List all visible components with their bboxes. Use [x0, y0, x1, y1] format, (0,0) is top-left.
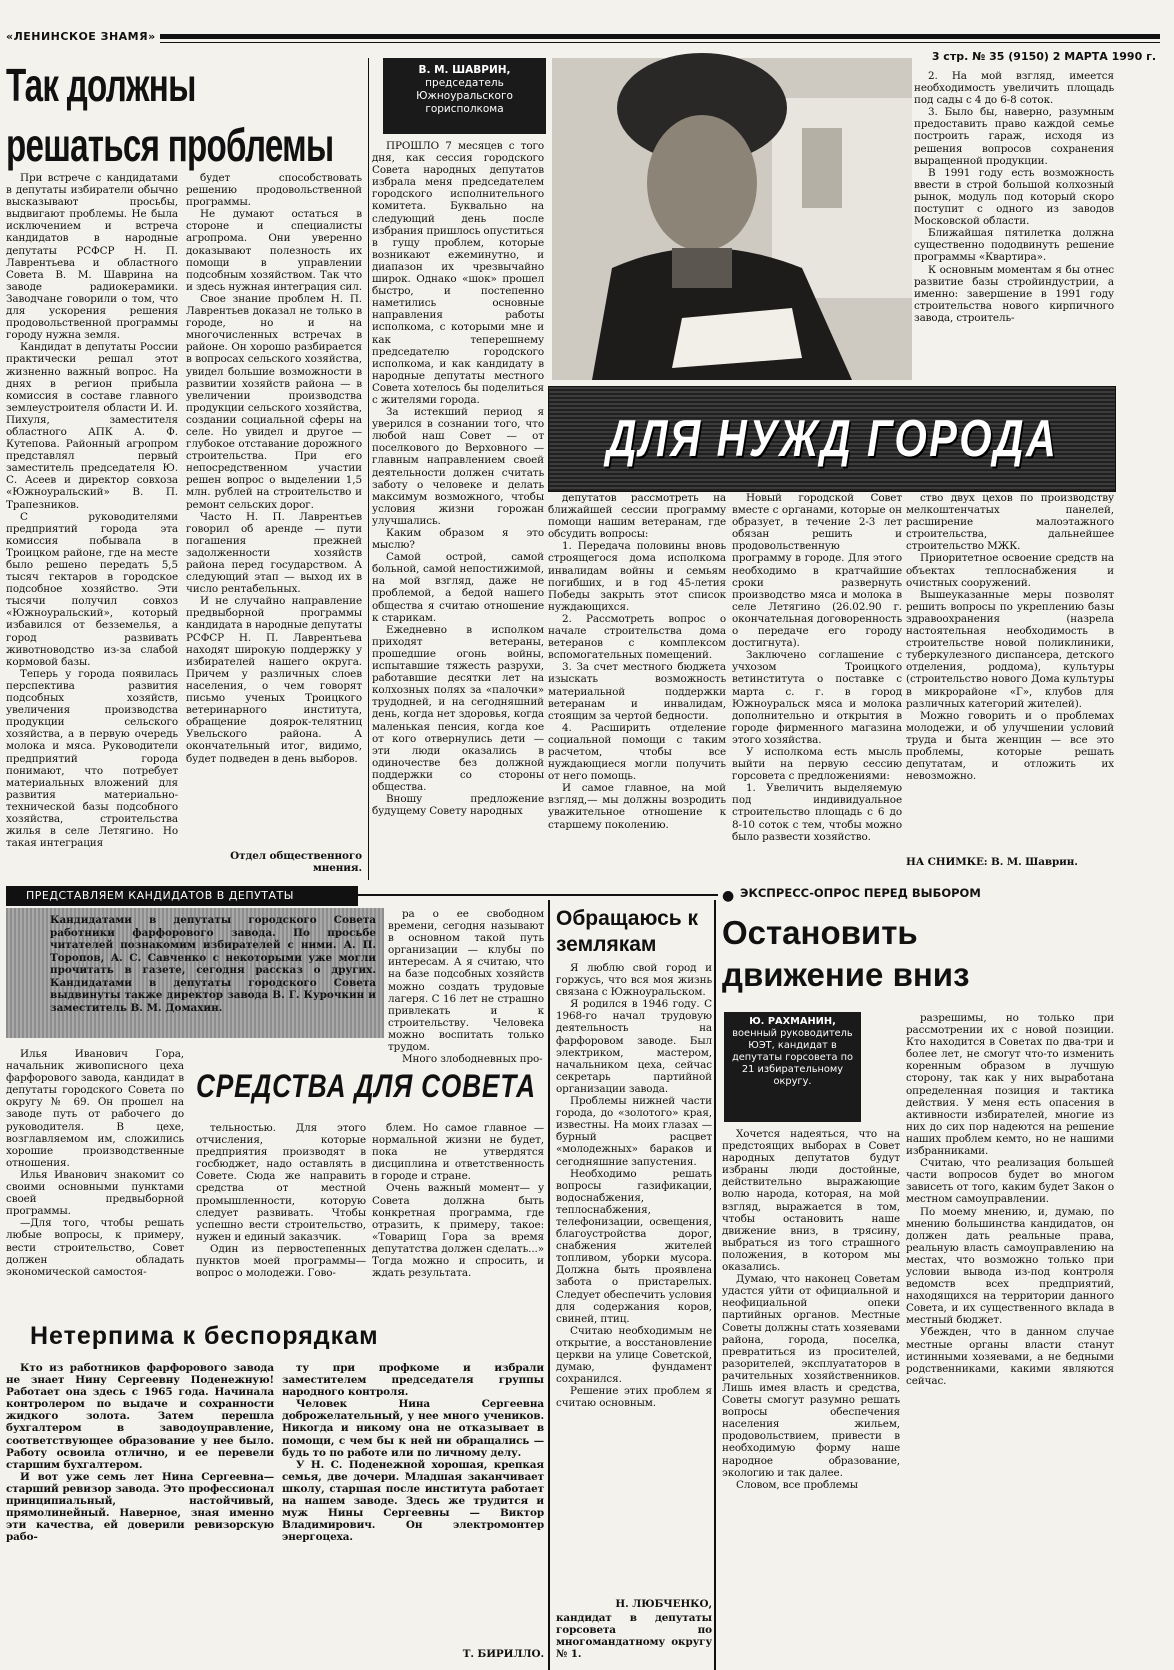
paragraph: разрешимы, но только при рассмотрении их с новой позиции. Кто находится в Советах по два-три и более лет, не смогут что-то изменить коренным образом в лучшую сторону, так как у них выработана определенная позиция и тактика действия. У меня есть опасения в активности избирателей, многие из них до сих пор надеются на решение наших проблем кемто, но не нашими избранниками. [906, 1012, 1114, 1158]
article2-col4 [906, 492, 1114, 854]
paragraph: Заключено соглашение с учхозом Троицкого ветинститута о поставке с марта с. г. в город Южноуральск мяса и молока дополнительно и открытия в городе фирменного магазина этого хозяйства. [732, 649, 902, 746]
paragraph: 3. За счет местного бюджета изыскать возможность материальной поддержки ветеранам и инвалидам, стоящим за чертой бедности. [548, 661, 726, 722]
paragraph: Кто из работников фарфорового завода не знает Нину Сергеевну Поденежную! Работает она здесь с 1965 года. Начинала контролером по выдаче и сохранности жидкого золота. Затем перешла бухгалтером в заводоуправление, соответствующее образование у нее было. Работу освоила отлично, и ее перевели старшим бухгалтером. [6, 1362, 274, 1471]
article4-headline: Нетерпима к беспорядкам [30, 1322, 379, 1350]
paragraph: депутатов рассмотреть на ближайшей сессии программу помощи нашим ветеранам, где обсудить вопросы: [548, 492, 726, 541]
article3-headline: СРЕДСТВА ДЛЯ СОВЕТА [196, 1068, 536, 1104]
article6-headline: Остановить движение вниз [722, 914, 970, 993]
article1-headline: Так должны решаться проблемы [6, 59, 334, 171]
paragraph: ту при профкоме и избрали заместителем председателя группы народного контроля. [282, 1362, 544, 1399]
article3-col2 [388, 908, 544, 1066]
article1-col1 [6, 172, 178, 877]
paragraph: Думаю, что наконец Советам удастся уйти от официальной и неофициальной опеки партийных органов. Местные Советы должны стать хозяевами района, города, поселка, превратиться из просителей, разорителей, эксплуататоров в рачительных хозяйственников. Лишь имея власть и средства, Советы смогут разумно решать вопросы обеспечения населения жильем, продовольствием, привести в необходимую форму наше народное образование, экологию и так далее. [722, 1273, 900, 1479]
paragraph: Решение этих проблем я считаю основным. [556, 1385, 712, 1410]
article6-express-label: ЭКСПРЕСС-ОПРОС ПЕРЕД ВЫБОРОМ [740, 886, 981, 900]
article2-photo [552, 58, 912, 380]
paragraph: И вот уже семь лет Нина Сергеевна— старший ревизор завода. Это профессионал принципиальный, настойчивый, прямолинейный. Наверное, зная именно эти качества, ей доверили ревизорскую рабо- [6, 1470, 274, 1544]
paragraph: тельностью. Для этого отчисления, которые предприятия производят в госбюджет, надо оставлять в Совете. Сюда же направить средства от местной промышленности, которую следует развивать. Чтобы успешно вести строительство, нужен и единый заказчик. [196, 1122, 366, 1243]
paragraph: 2. На мой взгляд, имеется необходимость увеличить площадь под сады с 4 до 6-8 соток. [914, 70, 1114, 107]
paragraph: 4. Расширить отделение социальной помощи с таким расчетом, чтобы все нуждающиеся могли получить от него помощь. [548, 721, 726, 783]
paragraph: Проблемы нижней части города, до «золотого» края, известны. На моих глазах — бурный расцвет «молодежных» бараков и сегодняшние запустения. [556, 1095, 712, 1168]
article1-col2 [186, 172, 362, 852]
paragraph: Вношу предложение будущему Совету народных [372, 793, 544, 818]
paragraph: Каким образом я это мыслю? [372, 527, 544, 552]
paragraph: Необходимо решать вопросы газификации, водоснабжения, теплоснабжения, телефонизации, освещения, благоустройства дорог, снабжения жителей топливом, уборки мусора. Должна быть проявлена забота о пристарелых. Следует обеспечить условия для содержания коров, свиней, птиц. [556, 1167, 712, 1325]
paragraph: К основным моментам я бы отнес развитие базы стройиндустрии, а именно: завершение в 1991 году строительства нового кирпичного завода, строитель- [914, 263, 1114, 324]
article6-col2 [906, 1012, 1114, 1667]
paragraph: И самое главное, на мой взгляд,— мы должны возродить уважительное отношение к старшему поколению. [548, 782, 726, 831]
paragraph: Ежедневно в исполком приходят ветераны, прошедшие огонь войны, испытавшие тяжесть разрухи, работавшие десятки лет на колхозных полях за «палочки» трудодней, и на сегодняшний день, когда нет здоровья, когда маленькая пенсия, когда кое от кого отвернулись дети — эти люди оказались в одиночестве без должной поддержки со стороны общества. [372, 623, 544, 793]
paragraph: 1. Увеличить выделяемую под индивидуальное строительство площадь с 6 до 8-10 соток с тем, чтобы можно было развести хозяйство. [732, 782, 902, 843]
paragraph: Не думают остаться в стороне и специалисты агропрома. Они уверенно доказывают полезность их помощи в управлении подсобным хозяйством. Так что и здесь нужная интеграция сил. [186, 208, 362, 293]
article2-col3 [732, 492, 902, 880]
paragraph: Ближайшая пятилетка должна существенно пододвинуть решение программы «Квартира». [914, 227, 1114, 264]
article1-signature: Отдел общественного мнения. [230, 850, 362, 875]
paragraph: 1. Передача половины вновь строящегося дома исполкома инвалидам войны и семьям погибших, и в год 45-летия Победы закрыть этот список нуждающихся. [548, 540, 726, 613]
article3-col1 [6, 1048, 184, 1308]
paragraph: блем. Но самое главное — нормальной жизни не будет, пока не утвердятся дисциплина и ответственность в городе и стране. [372, 1122, 544, 1183]
paragraph: Один из первостепенных пунктов моей программы— вопрос о молодежи. Гово- [196, 1242, 366, 1280]
paragraph: В 1991 году есть возможность ввести в строй большой колхозный рынок, модуль под который скоро поступит с одного из заводов Московской области. [914, 166, 1114, 228]
page-info: 3 стр. № 35 (9150) 2 МАРТА 1990 г. [931, 50, 1156, 63]
article2-col-top-right [914, 70, 1114, 380]
article2-author-box [383, 58, 546, 134]
paragraph: Много злободневных про- [402, 1053, 543, 1066]
paragraph: Считаю, что реализация большей части вопросов будет во многом зависеть от того, каким будет Закон о местном самоуправлении. [906, 1157, 1114, 1206]
paragraph: При встрече с кандидатами в депутаты избиратели обычно высказывают просьбы, выдвигают проблемы. Не была исключением и встреча кандидатов в народные депутаты РСФСР Н. П. Лаврентьева и областного Совета В. М. Шаврина на заводе радиокерамики. Заводчане говорили о том, что для ускорения решения продовольственной программы городу нужна земля. [6, 172, 178, 342]
article3-col-a [196, 1122, 366, 1312]
masthead-rule [160, 34, 1160, 39]
paragraph: Свое знание проблем Н. П. Лаврентьев доказал не только в городе, но и на многочисленных встречах в районе. Он хорошо разбирается в вопросах сельского хозяйства, увидел большие возможности в развитии хозяйств района — в увеличении производства продукции сельского хозяйства, создании социальной сферы на селе. Но увидел и другое — глубокое отставание дорожного строительства. При его непосредственном участии решен вопрос о выделении 1,5 млн. рублей на строительство и ремонт сельских дорог. [186, 292, 362, 511]
paragraph: Хочется надеяться, что на предстоящих выборах в Совет народных депутатов будут избраны люди достойные, действительно выражающие волю народа, которая, на мой взгляд, выражается в том, чтобы остановить наше движение вниз, в трясину, выбраться из того страшного положения, в котором мы оказались. [722, 1128, 900, 1274]
paragraph: Кандидат в депутаты России практически решал этот жизненно важный вопрос. На днях в регион прибыла комиссия в составе главного землеустроителя области И. И. Пихуля, заместителя областного АПК А. Ф. Кутепова. Районный агропром представлял первый заместитель председателя Ю. С. Асеев и директор совхоза «Южноуральский» В. П. Трапезников. [6, 341, 178, 511]
article6-author-name: Ю. РАХМАНИН, [749, 1016, 836, 1027]
paragraph: Приоритетное освоение средств на объектах теплоснабжения и очистных сооружений. [906, 552, 1114, 589]
paragraph: Словом, все проблемы [736, 1478, 858, 1491]
paragraph: ство двух цехов по производству мелкоштенчатых панелей, расширение малоэтажного строительства, дальнейшее строительство МЖК. [906, 492, 1114, 553]
paragraph: У Н. С. Поденежной хорошая, крепкая семья, две дочери. Младшая заканчивает школу, старшая после института работает на нашем заводе. Здесь же трудится и муж Нины Сергеевны — Виктор Владимирович. Он электромонтер энергоцеха. [282, 1458, 544, 1544]
paragraph: Можно говорить и о проблемах молодежи, и об улучшении условий труда и быта женщин — все это проблемы, которые решать депутатам, и отложить их невозможно. [906, 709, 1114, 783]
paragraph: За истекший период я уверился в сознании того, что любой наш Совет — от поселкового до Верховного — главным направлением своей деятельности должен считать заботу о человеке и делать максимум возможного, чтобы условия жизни горожан улучшались. [372, 406, 544, 527]
paragraph: будет способствовать решению продовольственной программы. [186, 172, 362, 209]
article2-author-title: председатель Южноуральского горисполкома [416, 77, 513, 115]
paragraph: Очень важный момент— у Совета должна быть конкретная программа, где отразить, к примеру, такое: «Товарищ Гора за время депутатства должен сделать...» Тогда можно и спросить, и ждать результата. [372, 1182, 544, 1280]
paragraph: Я люблю свой город и горжусь, что вся моя жизнь связана с Южноуральском. [556, 962, 712, 999]
paragraph: Новый городской Совет вместе с органами, которые он образует, в течение 2-3 лет обязан решить и продовольственную программу в городе. Для этого необходимо в кратчайшие сроки развернуть производство мяса и молока в селе Летягино (26.02.90 г. окончательная договоренность о передаче его городу достигнута). [732, 492, 902, 650]
article5-headline: Обращаюсь к землякам [556, 907, 699, 956]
paragraph: Вышеуказанные меры позволят решить вопросы по укреплению базы здравоохранения (назрела настоятельная необходимость в строительстве новой поликлиники, туберкулезного диспансера, детского отделения, роддома), культуры (строительство нового Дома культуры в микрорайоне «Г», клубов для различных категорий жителей). [906, 588, 1114, 710]
paragraph: Убежден, что в данном случае местные органы власти станут истинными хозяевами, а не бедными родственниками, какими являются сейчас. [906, 1326, 1114, 1387]
paragraph: У исполкома есть мысль выйти на первую сессию горсовета с предложениями: [732, 745, 902, 783]
article6-author-box [724, 1012, 861, 1122]
article2-author-name: В. М. ШАВРИН, [418, 64, 511, 76]
paragraph: По моему мнению, и, думаю, по мнению большинства кандидатов, он должен дать реальные права, реальную власть самоуправлению на местах, что возможно только при условии вывода из-под контроля ведомств всех предприятий, находящихся на территории данного Совета, и их существенного вклада в местный бюджет. [906, 1205, 1114, 1327]
paragraph: Теперь у города появилась перспектива развития подсобных хозяйств, увеличения производства продукции сельского хозяйства, а в первую очередь молока и мяса. Руководители предприятий города понимают, что потребует материальных вложений для развития материально-технической базы подсобного хозяйства, строительства жилья в селе Летягино. Но такая интеграция [6, 667, 178, 850]
paragraph: Илья Иванович Гора, начальник живописного цеха фарфорового завода, кандидат в депутаты городского Совета по округу № 69. Он прошел на заводе путь от рабочего до руководителя. В цехе, возглавляемом им, сложились хорошие производственные отношения. [6, 1048, 184, 1169]
masthead-rule-thin [160, 42, 1160, 43]
paragraph: —Для того, чтобы решать любые вопросы, к примеру, вести строительство, Совет должен обладать экономической самостоя- [6, 1217, 184, 1278]
article6-author-title: военный руководитель ЮЭТ, кандидат в депутаты горсовета по 21 избирательному округу. [731, 1028, 854, 1087]
article2-photo-caption: НА СНИМКЕ: В. М. Шаврин. [906, 856, 1078, 868]
article5-signature-sub: кандидат в депутаты горсовета по многомандатному округу № 1. [556, 1612, 712, 1661]
section-bar: ПРЕДСТАВЛЯЕМ КАНДИДАТОВ В ДЕПУТАТЫ [6, 886, 358, 906]
newspaper-masthead: «ЛЕНИНСКОЕ ЗНАМЯ» [6, 30, 156, 43]
candidates-intro-box: Кандидатами в депутаты городского Совета работники фарфорового завода. По просьбе читателей познакомим избирателей с ними. А. П. Торопов, А. С. Савченко с некоторыми уже могли прочитать в газете, сегодня рассказ о других. Кандидатами в депутаты городского Совета выдвинуты также директор завода В. Г. Курочкин и заместитель В. М. Домахин. [6, 908, 384, 1038]
column-divider [368, 58, 369, 880]
article2-banner [548, 386, 1116, 492]
article5-signature: Н. ЛЮБЧЕНКО, [615, 1598, 712, 1610]
paragraph: 3. Было бы, наверно, разумным предоставить право каждой семье построить гараж, исходя из решения вопросов сохранения выращенной продукции. [914, 106, 1114, 167]
article6-col1 [722, 1128, 900, 1668]
article2-col1 [372, 140, 544, 880]
paragraph: 2. Рассмотреть вопрос о начале строительства дома ветеранов с комплексом вспомогательных помещений. [548, 612, 726, 662]
article4-col1 [6, 1362, 274, 1662]
article2-col2 [548, 492, 726, 880]
portrait-image [552, 58, 912, 380]
article4-col2 [282, 1362, 544, 1642]
paragraph: И не случайно направление предвыборной программы кандидата в народные депутаты РСФСР Н. П. Лаврентьева находят широкую поддержку у избирателей нашего округа. Причем у различных слоев населения, о чем говорят письмо ученых Троицкого ветеринарного института, обращение доярок-телятниц Увельского района. А окончательный итог, видимо, будет подведен в день выборов. [186, 595, 362, 765]
paragraph: Человек Нина Сергеевна доброжелательный, у нее много учеников. Никогда и никому она не отказывает в помощи, с чем бы к ней ни обращались — будь то по работе или по личному делу. [282, 1398, 544, 1459]
section-rule [358, 894, 718, 896]
bullet-icon: ● [722, 888, 735, 904]
paragraph: Я родился в 1946 году. С 1968-го начал трудовую деятельность на фарфоровом заводе. Был электриком, мастером, начальником цеха, сейчас секретарь партийной организации завода. [556, 998, 712, 1095]
paragraph: ПРОШЛО 7 месяцев с того дня, как сессия городского Совета народных депутатов избрала меня председателем городского исполнительного комитета. Буквально на следующий день после избрания пришлось опуститься в гущу проблем, которые возникают ежеминутно, и диапазон их чрезвычайно широк. Однако «шок» прошел быстро, и постепенно наметились основные направления работы исполкома, с которыми мне и как теперешнему председателю городского исполкома, и как кандидату в народные депутаты местного Совета хотелось бы поделиться с жителями города. [372, 140, 544, 406]
paragraph: С руководителями предприятий города эта комиссия побывала в Троицком районе, где на месте было решено передать 5,5 тысяч гектаров в городское подсобное хозяйство. Эти тысячи получил совхоз «Южноуральский», который избавился от безземелья, а город развивать животноводство из-за слабой кормовой базы. [6, 510, 178, 668]
paragraph: Считаю необходимым не открытие, а восстановление церкви на улице Советской, думаю, фундамент сохранился. [556, 1324, 712, 1386]
article5-body [556, 962, 712, 1592]
paragraph: Часто Н. П. Лаврентьев говорил об аренде — пути погашения прежней задолженности хозяйств района перед государством. А следующий этап — выход их в число рентабельных. [186, 510, 362, 596]
article4-signature: Т. БИРИЛЛО. [462, 1648, 544, 1660]
article2-banner-text: ДЛЯ НУЖД ГОРОДА [606, 410, 1058, 468]
paragraph: ра о ее свободном времени, сегодня называют в основном такой путь организации — клубы по интересам. А я считаю, что на базе подсобных хозяйств можно создать трудовые лагеря. С 16 лет не страшно привлекать и к строительству. Человека можно воспитать только трудом. [388, 908, 544, 1054]
article3-col-b [372, 1122, 544, 1312]
paragraph: Самой острой, самой больной, самой непостижимой, на мой взгляд, даже не проблемой, а бедой нашего общества я считаю отношение к старикам. [372, 551, 544, 624]
paragraph: Илья Иванович знакомит со своими основными пунктами своей предвыборной программы. [6, 1168, 184, 1218]
